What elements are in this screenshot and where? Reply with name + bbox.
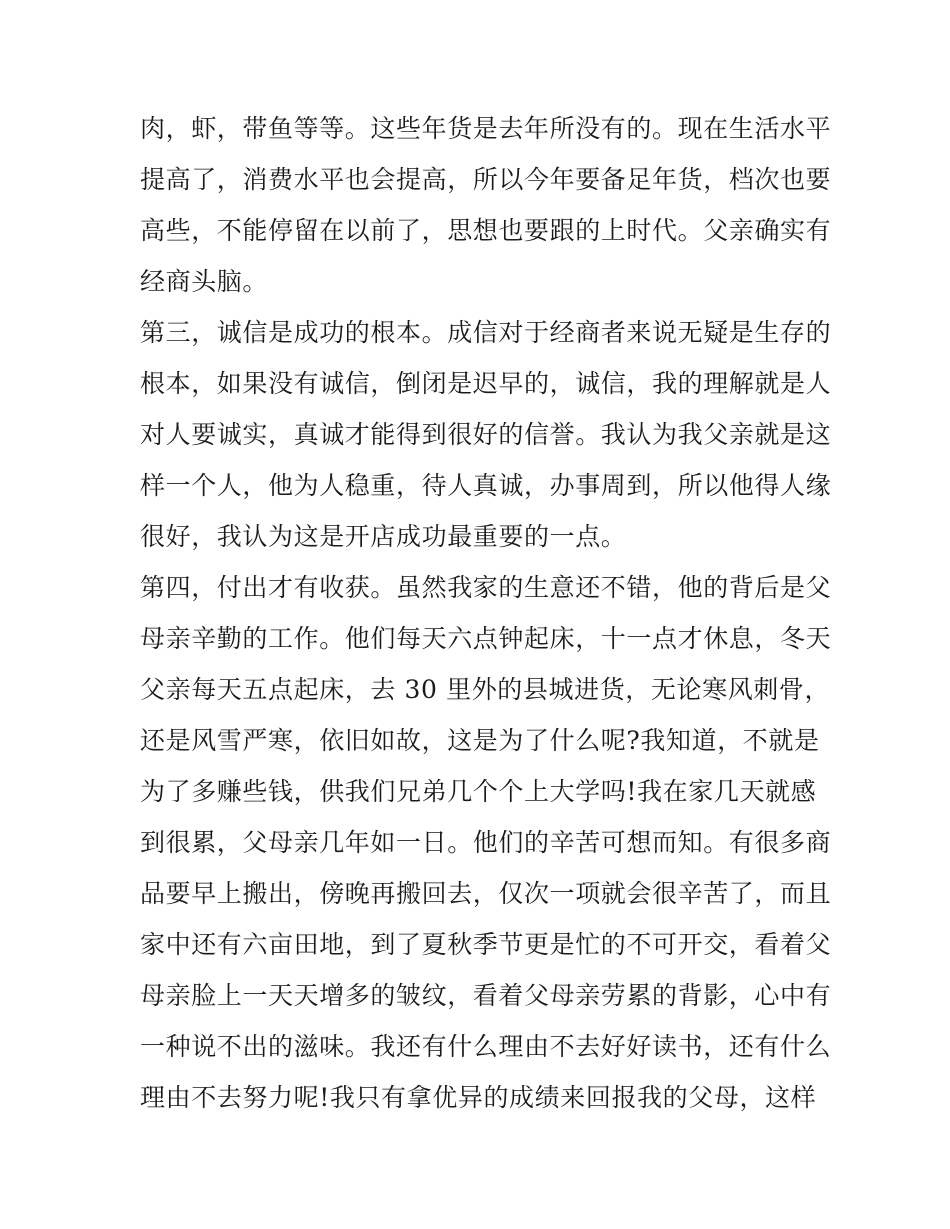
text-line: 理由不去努力呢!我只有拿优异的成绩来回报我的父母，这样	[140, 1083, 817, 1112]
text-line: 第三，诚信是成功的根本。成信对于经商者来说无疑是生存的	[140, 318, 832, 347]
text-line: 很好，我认为这是开店成功最重要的一点。	[140, 522, 627, 551]
text-line: 高些，不能停留在以前了，思想也要跟的上时代。父亲确实有	[140, 216, 832, 245]
text-line: 父亲每天五点起床，去 30 里外的县城进货，无论寒风刺骨，	[140, 675, 831, 704]
document-page	[140, 103, 832, 1123]
text-line: 根本，如果没有诚信，倒闭是迟早的，诚信，我的理解就是人	[140, 369, 832, 398]
text-line: 经商头脑。	[140, 267, 269, 296]
text-line: 提高了，消费水平也会提高，所以今年要备足年货，档次也要	[140, 165, 832, 194]
text-line: 母亲辛勤的工作。他们每天六点钟起床，十一点才休息，冬天	[140, 624, 832, 653]
text-line: 家中还有六亩田地，到了夏秋季节更是忙的不可开交，看着父	[140, 930, 832, 959]
text-line: 第四，付出才有收获。虽然我家的生意还不错，他的背后是父	[140, 573, 832, 602]
text-line: 还是风雪严寒，依旧如故，这是为了什么呢?我知道，不就是	[140, 726, 820, 755]
text-line: 母亲脸上一天天增多的皱纹，看着父母亲劳累的背影，心中有	[140, 981, 832, 1010]
text-line: 一种说不出的滋味。我还有什么理由不去好好读书，还有什么	[140, 1032, 832, 1061]
text-line: 到很累，父母亲几年如一日。他们的辛苦可想而知。有很多商	[140, 828, 832, 857]
text-line: 对人要诚实，真诚才能得到很好的信誉。我认为我父亲就是这	[140, 420, 832, 449]
text-line: 品要早上搬出，傍晚再搬回去，仅次一项就会很辛苦了，而且	[140, 879, 832, 908]
text-line: 肉，虾，带鱼等等。这些年货是去年所没有的。现在生活水平	[140, 114, 832, 143]
text-line: 样一个人，他为人稳重，待人真诚，办事周到，所以他得人缘	[140, 471, 832, 500]
text-line: 为了多赚些钱，供我们兄弟几个个上大学吗!我在家几天就感	[140, 777, 817, 806]
